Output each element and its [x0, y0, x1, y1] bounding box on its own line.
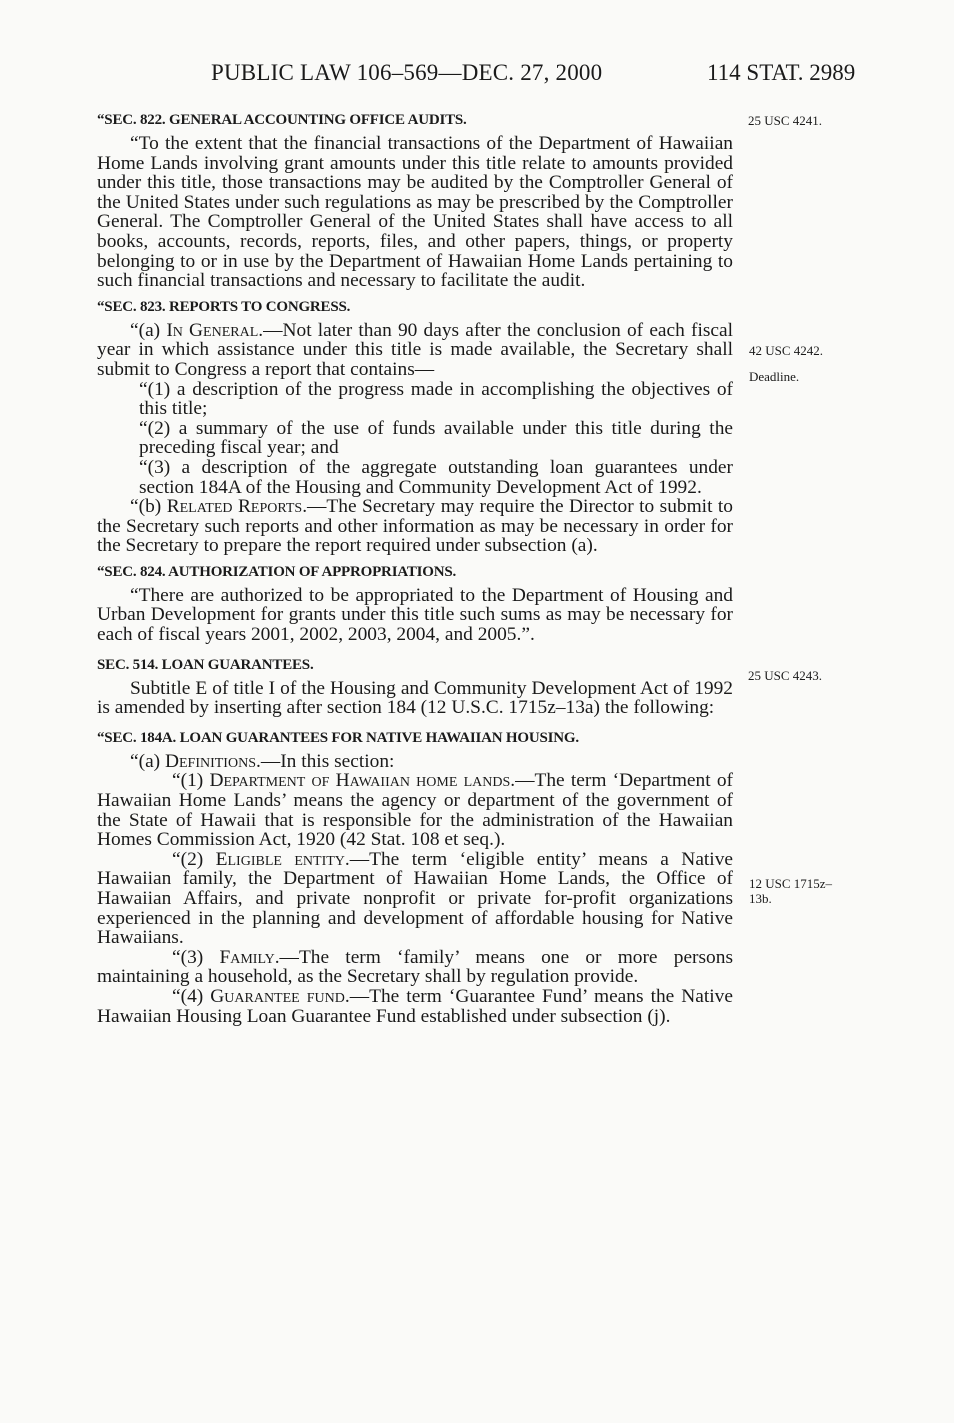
- definition-2-caption: Eligible entity: [215, 848, 345, 870]
- definition-3: “(3) Family.—The term ‘family’ means one or more persons maintaining a household, as the Secretary shall by regulation provide.: [97, 946, 733, 988]
- running-header-title: PUBLIC LAW 106–569—DEC. 27, 2000: [211, 60, 603, 85]
- margin-note-deadline: Deadline.: [749, 369, 800, 384]
- definitions-subsection-a: “(a) Definitions.—In this section:: [130, 750, 395, 772]
- section-514-paragraph: Subtitle E of title I of the Housing and Community Development Act of 1992 is amended by inserting after section 184 (12 U.S.C. 1715z–13a) the following:: [97, 677, 733, 719]
- subsection-b-caption: Related Reports: [166, 496, 303, 518]
- section-823-subsection-b: “(b) Related Reports.—The Secretary may require the Director to submit to the Secretary such reports and other information as may be necessary in order for the Secretary to prepare the report required under subsection (a).: [97, 496, 733, 557]
- definitions-caption: Definitions: [164, 750, 256, 772]
- section-823-heading: “SEC. 823. REPORTS TO CONGRESS.: [97, 298, 351, 315]
- margin-note-sec-824: 25 USC 4243.: [748, 668, 823, 683]
- margin-note-sec-184a: [749, 876, 832, 906]
- definition-2: “(2) Eligible entity.—The term ‘eligible entity’ means a Native Hawaiian family, the Department of Hawaiian Home Lands, the Office of Hawaiian Affairs, and private nonprofit or private for-profit organizations experienced in the planning and development of affordable housing for Native Hawaiians.: [97, 848, 733, 949]
- section-823-paragraph-2: “(2) a summary of the use of funds available under this title during the preceding fiscal year; and: [139, 417, 733, 459]
- section-823-paragraph-1: “(1) a description of the progress made in accomplishing the objectives of this title;: [139, 378, 733, 420]
- running-header-page-number: 114 STAT. 2989: [707, 60, 856, 85]
- margin-note-sec-184a-line2: 13b.: [749, 891, 772, 906]
- margin-note-sec-823: 42 USC 4242.: [749, 343, 824, 358]
- margin-note-sec-184a-line1: 12 USC 1715z–: [749, 876, 833, 891]
- section-822-heading: “SEC. 822. GENERAL ACCOUNTING OFFICE AUDITS.: [97, 112, 467, 128]
- section-822-paragraph: “To the extent that the financial transactions of the Department of Hawaiian Home Lands involving grant amounts under this title relate to amounts provided under this title, those transactions may be audited by the Comptroller General of the United States under such regulations as may be prescribed by the Comptroller General. The Comptroller General of the United States shall have access to all books, accounts, records, reports, files, and other papers, things, or property belonging to or in use by the Department of Hawaiian Home Lands pertaining to such financial transactions and necessary to facilitate the audit.: [97, 133, 733, 292]
- definition-4-caption: Guarantee fund: [210, 985, 345, 1007]
- section-824-heading: “SEC. 824. AUTHORIZATION OF APPROPRIATIONS.: [97, 563, 457, 580]
- definition-4: “(4) Guarantee fund.—The term ‘Guarantee Fund’ means the Native Hawaiian Housing Loan Guarantee Fund established under subsection (j).: [97, 985, 733, 1027]
- section-824-paragraph: “There are authorized to be appropriated to the Department of Housing and Urban Development for grants under this title such sums as may be necessary for each of fiscal years 2001, 2002, 2003, 2004, and 2005.”.: [97, 584, 733, 646]
- margin-note-sec-822: 25 USC 4241.: [748, 113, 823, 128]
- definition-1-text: “(1) Department of Hawaiian home lands.—The term ‘Department of Hawaiian Home Lands’ means the agency or department of the government of the State of Hawaii that is responsible for the administration of the Hawaiian Homes Commission Act, 1920 (42 Stat. 108 et seq.).: [97, 770, 733, 851]
- definition-1-caption: Department of Hawaiian home lands: [209, 770, 511, 792]
- main-text-column: [97, 110, 733, 1026]
- section-823-paragraph-3: “(3) a description of the aggregate outstanding loan guarantees under section 184A of the Housing and Community Development Act of 1992.: [139, 456, 733, 498]
- section-823-subsection-a: “(a) In General.—Not later than 90 days after the conclusion of each fiscal year in which assistance under this title is made available, the Secretary shall submit to Congress a report that contains—: [97, 319, 733, 380]
- subsection-a-caption: In General: [166, 319, 259, 341]
- section-514-heading: SEC. 514. LOAN GUARANTEES.: [97, 656, 314, 673]
- definition-3-caption: Family: [219, 946, 275, 968]
- section-184a-heading: “SEC. 184A. LOAN GUARANTEES FOR NATIVE HAWAIIAN HOUSING.: [97, 729, 579, 746]
